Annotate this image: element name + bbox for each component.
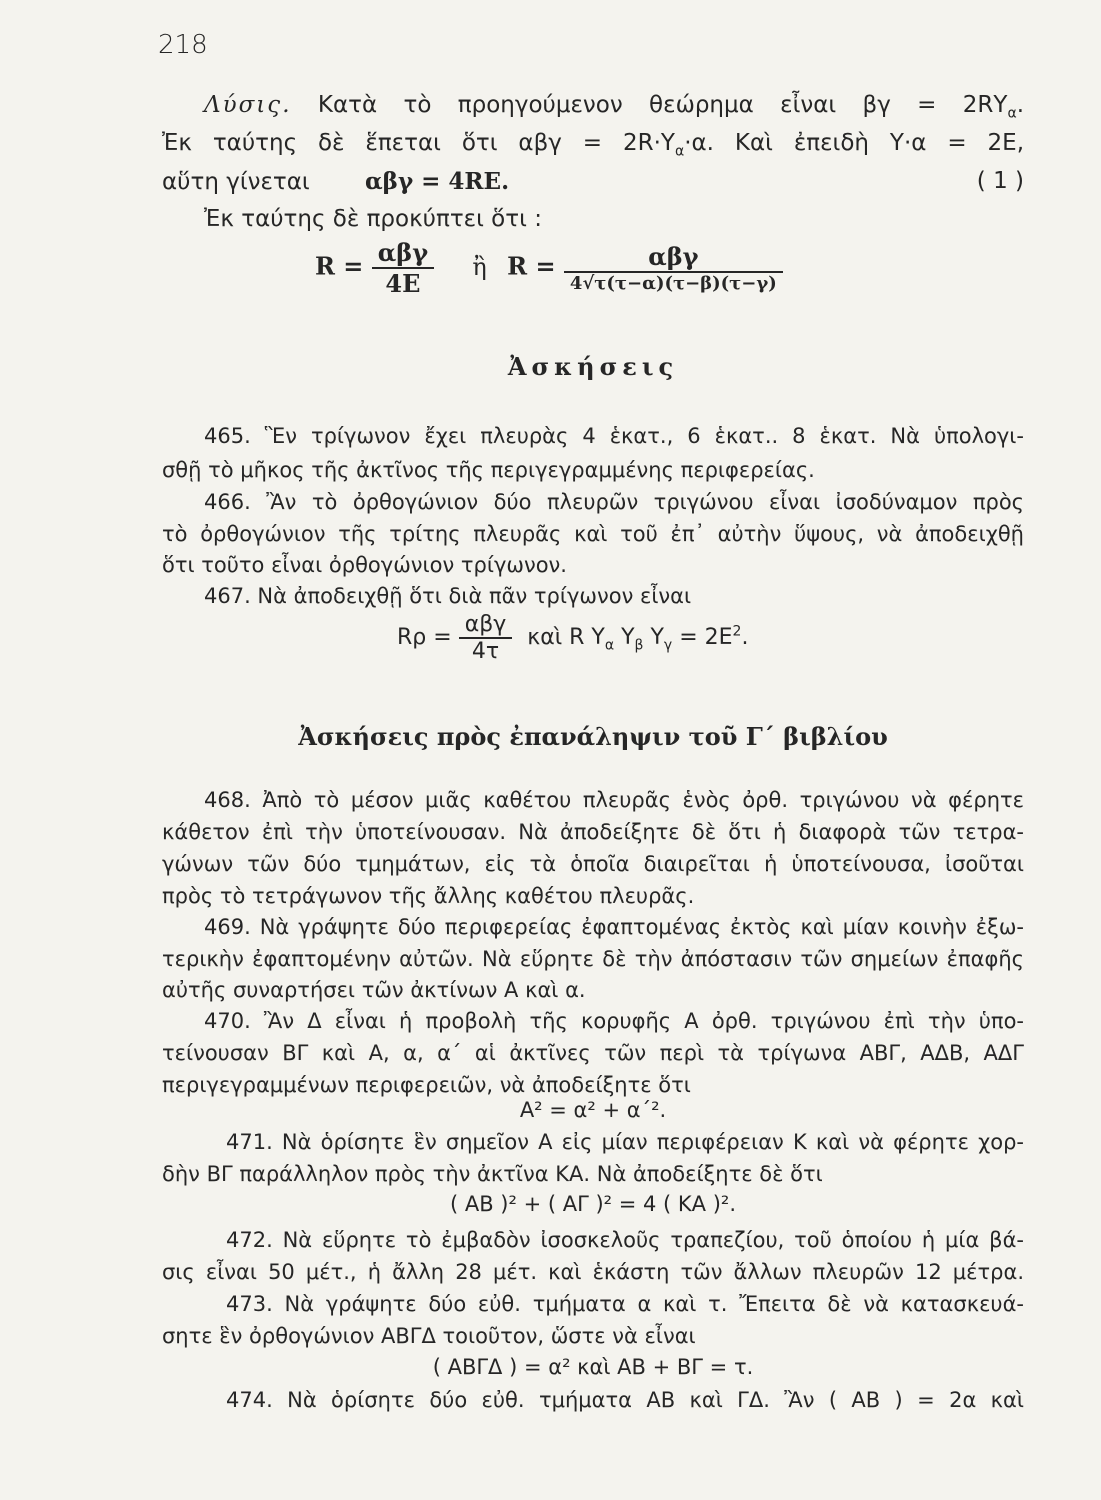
exercise-473-line-1: 473. Νὰ γράψητε δύο εὐθ. τμήματα α καὶ τ. Ἔπειτα δὲ νὰ κατασκευά- [226,1292,1024,1316]
fraction-1: $\frac{\text{αβγ}}{4E}$ [372,238,434,298]
heading-exercises: Ἀσκήσεις [507,352,679,381]
exercise-468-line-4: πρὸς τὸ τετράγωνον τῆς ἄλλης καθέτου πλευρᾶς. [162,884,695,908]
exercise-473-equation: ( ΑΒΓΔ ) = α² καὶ ΑΒ + ΒΓ = τ. [432,1355,754,1379]
exercise-474-line-1: 474. Νὰ ὁρίσητε δύο εὐθ. τμήματα ΑΒ καὶ ΓΔ. Ἂν ( ΑΒ ) = 2α καὶ [226,1388,1024,1412]
solution-line-4: Ἐκ ταύτης δὲ προκύπτει ὅτι : [204,206,542,232]
radius-formula: R = $\frac{\text{αβγ}}{4E}$ ἢ R = $\frac{\text{αβγ}}{4√\tau(\tau-\alpha)(\tau-\beta)(\tau-\gamma)}$ [315,238,783,298]
equation-number: ( 1 ) [976,168,1024,194]
exercise-472-line-1: 472. Νὰ εὕρητε τὸ ἐμβαδὸν ἰσοσκελοῦς τραπεζίου, τοῦ ὁποίου ἡ μία βά- [226,1228,1024,1252]
exercise-471-line-2: δὴν ΒΓ παράλληλον πρὸς τὴν ἀκτῖνα ΚΑ. Νὰ ἀποδείξητε δὲ ὅτι [162,1162,823,1186]
exercise-471-equation: ( ΑΒ )² + ( ΑΓ )² = 4 ( ΚΑ )². [449,1192,737,1216]
equation-1: αβγ = 4RΕ. [364,168,510,195]
exercise-473-line-2: σητε ἓν ὀρθογώνιον ΑΒΓΔ τοιοῦτον, ὥστε νὰ εἶναι [162,1324,696,1348]
page-number: 218 [158,30,208,60]
exercise-469-line-2: τερικὴν ἐφαπτομένην αὐτῶν. Νὰ εὕρητε δὲ τὴν ἀπόστασιν τῶν σημείων ἐπαφῆς [162,947,1024,971]
exercise-466-line-3: ὅτι τοῦτο εἶναι ὀρθογώνιον τρίγωνον. [162,553,567,577]
heading-review-exercises: Ἀσκήσεις πρὸς ἐπανάληψιν τοῦ Γ΄ βιβλίου [298,722,888,751]
exercise-469-line-1: 469. Νὰ γράψητε δύο περιφερείας ἐφαπτομένας ἐκτὸς καὶ μίαν κοινὴν ἐξω- [204,915,1024,939]
exercise-466-line-1: 466. Ἂν τὸ ὀρθογώνιον δύο πλευρῶν τριγώνου εἶναι ἰσοδύναμον πρὸς [204,490,1024,514]
exercise-468-line-3: γώνων τῶν δύο τμημάτων, εἰς τὰ ὁποῖα διαιρεῖται ἡ ὑποτείνουσα, ἰσοῦται [162,852,1024,876]
exercise-472-line-2: σις εἶναι 50 μέτ., ἡ ἄλλη 28 μέτ. καὶ ἑκάστη τῶν ἄλλων πλευρῶν 12 μέτρα. [162,1260,1024,1284]
fraction-3: $\frac{\text{αβγ}}{4\tau}$ [459,612,513,664]
solution-line-2: Ἐκ ταύτης δὲ ἕπεται ὅτι $\alpha\beta\gamma = 2R\cdot\Upsilon_\alpha\cdot\alpha$. Καὶ ἐπειδὴ Υ·α = 2Ε, [162,130,1025,160]
exercise-469-line-3: αὐτῆς συναρτήσει τῶν ἀκτίνων Α καὶ α. [162,978,586,1002]
exercise-465-line-2: σθῇ τὸ μῆκος τῆς ἀκτῖνος τῆς περιγεγραμμένης περιφερείας. [162,458,815,482]
exercise-468-line-2: κάθετον ἐπὶ τὴν ὑποτείνουσαν. Νὰ ἀποδείξητε δὲ ὅτι ἡ διαφορὰ τῶν τετρα- [162,820,1024,844]
exercise-470-line-2: τείνουσαν ΒΓ καὶ Α, α, α΄ αἱ ἀκτῖνες τῶν περὶ τὰ τρίγωνα ΑΒΓ, ΑΔΒ, ΑΔΓ [162,1041,1024,1065]
exercise-466-line-2: τὸ ὀρθογώνιον τῆς τρίτης πλευρᾶς καὶ τοῦ ἐπ᾽ αὐτὴν ὕψους, νὰ ἀποδειχθῇ [162,522,1024,546]
exercise-470-equation: Α² = α² + α΄². [519,1098,667,1122]
exercise-465-line-1: 465. Ἓν τρίγωνον ἔχει πλευρὰς 4 ἑκατ., 6 ἑκατ.. 8 ἑκατ. Νὰ ὑπολογι- [204,424,1024,448]
exercise-468-line-1: 468. Ἀπὸ τὸ μέσον μιᾶς καθέτου πλευρᾶς ἑνὸς ὀρθ. τριγώνου νὰ φέρητε [204,788,1024,812]
solution-text-1: Κατὰ τὸ προηγούμενον θεώρημα εἶναι $\beta\gamma = 2R\Upsilon_\alpha$. [317,92,1025,122]
exercise-467-line-1: 467. Νὰ ἀποδειχθῇ ὅτι διὰ πᾶν τρίγωνον εἶναι [204,584,692,608]
solution-label: Λύσις. [204,92,292,118]
exercise-470-line-3: περιγεγραμμένων περιφερειῶν, νὰ ἀποδείξητε ὅτι [162,1073,691,1097]
exercise-471-line-1: 471. Νὰ ὁρίσητε ἓν σημεῖον Α εἰς μίαν περιφέρειαν Κ καὶ νὰ φέρητε χορ- [226,1130,1024,1154]
exercise-467-formula: Rρ = $\frac{\text{αβγ}}{4\tau}$ καὶ R $\Upsilon_\alpha$ $\Upsilon_\beta$ $\Upsilon_\gamma = 2E^2$. [397,612,749,664]
fraction-2: $\frac{\text{αβγ}}{4√\tau(\tau-\alpha)(\tau-\beta)(\tau-\gamma)}$ [564,242,783,294]
solution-line-1 [204,92,1024,122]
exercise-470-line-1: 470. Ἂν Δ εἶναι ἡ προβολὴ τῆς κορυφῆς Α ὀρθ. τριγώνου ἐπὶ τὴν ὑπο- [204,1009,1024,1033]
solution-line-3: αὕτη γίνεται αβγ = 4RΕ. ( 1 ) [162,168,1024,195]
